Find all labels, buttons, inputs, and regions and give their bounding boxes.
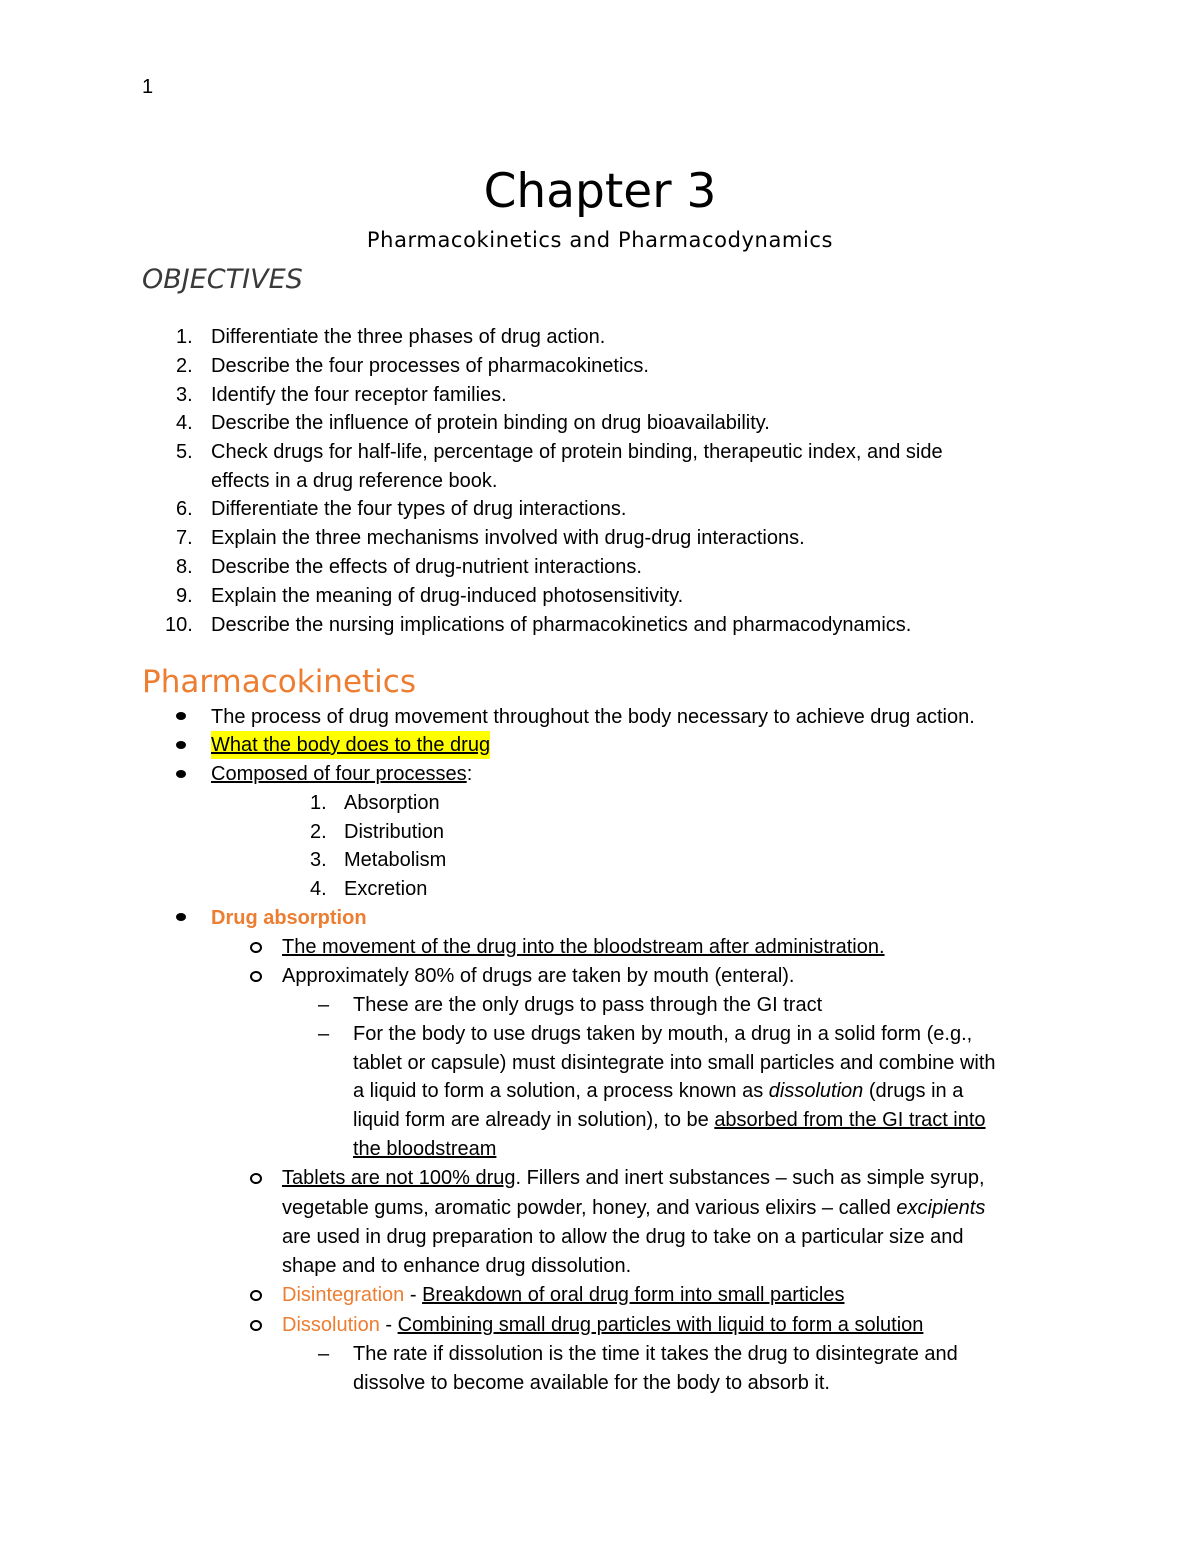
objective-item: Check drugs for half-life, percentage of protein binding, therapeutic index, and side	[211, 441, 943, 463]
liquid-form-text: liquid form are already in solution), to be	[353, 1109, 715, 1131]
disintegration-definition	[282, 1281, 844, 1309]
dissolution-rate-line: dissolve to become available for the body to absorb it.	[353, 1372, 830, 1394]
circle-bullet-icon	[250, 1290, 262, 1301]
process-number: 3.	[310, 849, 327, 871]
oral-drug-explanation-line	[353, 1106, 986, 1134]
absorbed-gi-text: absorbed from the GI tract into	[714, 1109, 986, 1131]
objective-item: Describe the four processes of pharmacokinetics.	[211, 355, 649, 377]
objective-item: Explain the meaning of drug-induced photosensitivity.	[211, 585, 684, 607]
objective-item: Explain the three mechanisms involved with drug-drug interactions.	[211, 527, 805, 549]
objective-number: 7.	[176, 527, 193, 549]
objective-number: 2.	[176, 355, 193, 377]
objective-number: 8.	[176, 556, 193, 578]
dissolution-aside: (drugs in a	[863, 1080, 964, 1102]
term-separator: -	[404, 1284, 423, 1306]
tablets-note-line: are used in drug preparation to allow the drug to take on a particular size and	[282, 1226, 964, 1248]
section-heading-pharmacokinetics: Pharmacokinetics	[142, 664, 416, 700]
bullet-icon	[176, 770, 186, 778]
gi-tract-note: These are the only drugs to pass through the GI tract	[353, 994, 823, 1016]
bloodstream-text: the bloodstream	[353, 1138, 497, 1160]
tablets-note-line	[282, 1194, 985, 1222]
objective-item: Describe the nursing implications of pharmacokinetics and pharmacodynamics.	[211, 614, 912, 636]
objective-item: Describe the influence of protein binding on drug bioavailability.	[211, 412, 770, 434]
circle-bullet-icon	[250, 1320, 262, 1331]
term-separator: -	[379, 1314, 398, 1336]
objective-number: 10.	[165, 614, 193, 636]
dissolution-rate-line: The rate if dissolution is the time it takes the drug to disintegrate and	[353, 1343, 958, 1365]
bullet-four-processes	[211, 760, 472, 788]
tablets-not-100-text: Tablets are not 100% drug	[282, 1167, 516, 1189]
objective-number: 6.	[176, 498, 193, 520]
objective-item-continued: effects in a drug reference book.	[211, 470, 498, 492]
bullet-process-definition: The process of drug movement throughout the body necessary to achieve drug action.	[211, 706, 975, 728]
bullet-icon	[176, 741, 186, 749]
process-item: Absorption	[344, 792, 440, 814]
dissolution-definition	[282, 1311, 923, 1339]
oral-drug-explanation-line	[353, 1077, 963, 1105]
dissolution-term: dissolution	[768, 1080, 864, 1102]
dash-bullet-icon: –	[318, 1343, 330, 1365]
page-number: 1	[142, 76, 154, 98]
objective-item: Identify the four receptor families.	[211, 384, 507, 406]
chapter-title: Chapter 3	[483, 164, 717, 219]
excipients-intro: vegetable gums, aromatic powder, honey, and various elixirs – called	[282, 1197, 897, 1219]
dissolution-intro: a liquid to form a solution, a process known as	[353, 1080, 769, 1102]
objective-item: Describe the effects of drug-nutrient interactions.	[211, 556, 642, 578]
objective-number: 5.	[176, 441, 193, 463]
fillers-text: . Fillers and inert substances – such as simple syrup,	[515, 1167, 985, 1189]
objective-item: Differentiate the four types of drug interactions.	[211, 498, 627, 520]
process-number: 4.	[310, 878, 327, 900]
process-item: Excretion	[344, 878, 428, 900]
dissolution-meaning: Combining small drug particles with liquid to form a solution	[397, 1314, 924, 1336]
objective-number: 9.	[176, 585, 193, 607]
chapter-subtitle: Pharmacokinetics and Pharmacodynamics	[366, 228, 834, 252]
circle-bullet-icon	[250, 971, 262, 982]
dash-bullet-icon: –	[318, 1023, 330, 1045]
highlighted-key-point: What the body does to the drug	[211, 731, 490, 759]
bullet-icon	[176, 712, 186, 720]
objective-number: 4.	[176, 412, 193, 434]
objectives-heading: OBJECTIVES	[142, 264, 303, 295]
absorption-definition: The movement of the drug into the bloodstream after administration.	[282, 936, 885, 958]
objective-number: 1.	[176, 326, 193, 348]
bullet-icon	[176, 913, 186, 921]
process-item: Distribution	[344, 821, 445, 843]
oral-drug-explanation-line: tablet or capsule) must disintegrate into small particles and combine with	[353, 1052, 996, 1074]
process-item: Metabolism	[344, 849, 447, 871]
tablets-note-line	[282, 1164, 985, 1192]
process-number: 2.	[310, 821, 327, 843]
objective-number: 3.	[176, 384, 193, 406]
disintegration-term: Disintegration	[282, 1284, 405, 1306]
tablets-note-line: shape and to enhance drug dissolution.	[282, 1255, 632, 1277]
disintegration-meaning: Breakdown of oral drug form into small particles	[422, 1284, 845, 1306]
four-processes-colon: :	[466, 763, 473, 785]
oral-drug-explanation-line: For the body to use drugs taken by mouth, a drug in a solid form (e.g.,	[353, 1023, 973, 1045]
dash-bullet-icon: –	[318, 994, 330, 1016]
circle-bullet-icon	[250, 942, 262, 953]
excipients-term: excipients	[896, 1197, 986, 1219]
dissolution-heading-term: Dissolution	[282, 1314, 380, 1336]
absorption-oral-percentage: Approximately 80% of drugs are taken by mouth (enteral).	[282, 965, 795, 987]
four-processes-label: Composed of four processes	[211, 763, 467, 785]
circle-bullet-icon	[250, 1173, 262, 1184]
process-number: 1.	[310, 792, 327, 814]
drug-absorption-heading: Drug absorption	[211, 907, 367, 929]
objective-item: Differentiate the three phases of drug action.	[211, 326, 606, 348]
